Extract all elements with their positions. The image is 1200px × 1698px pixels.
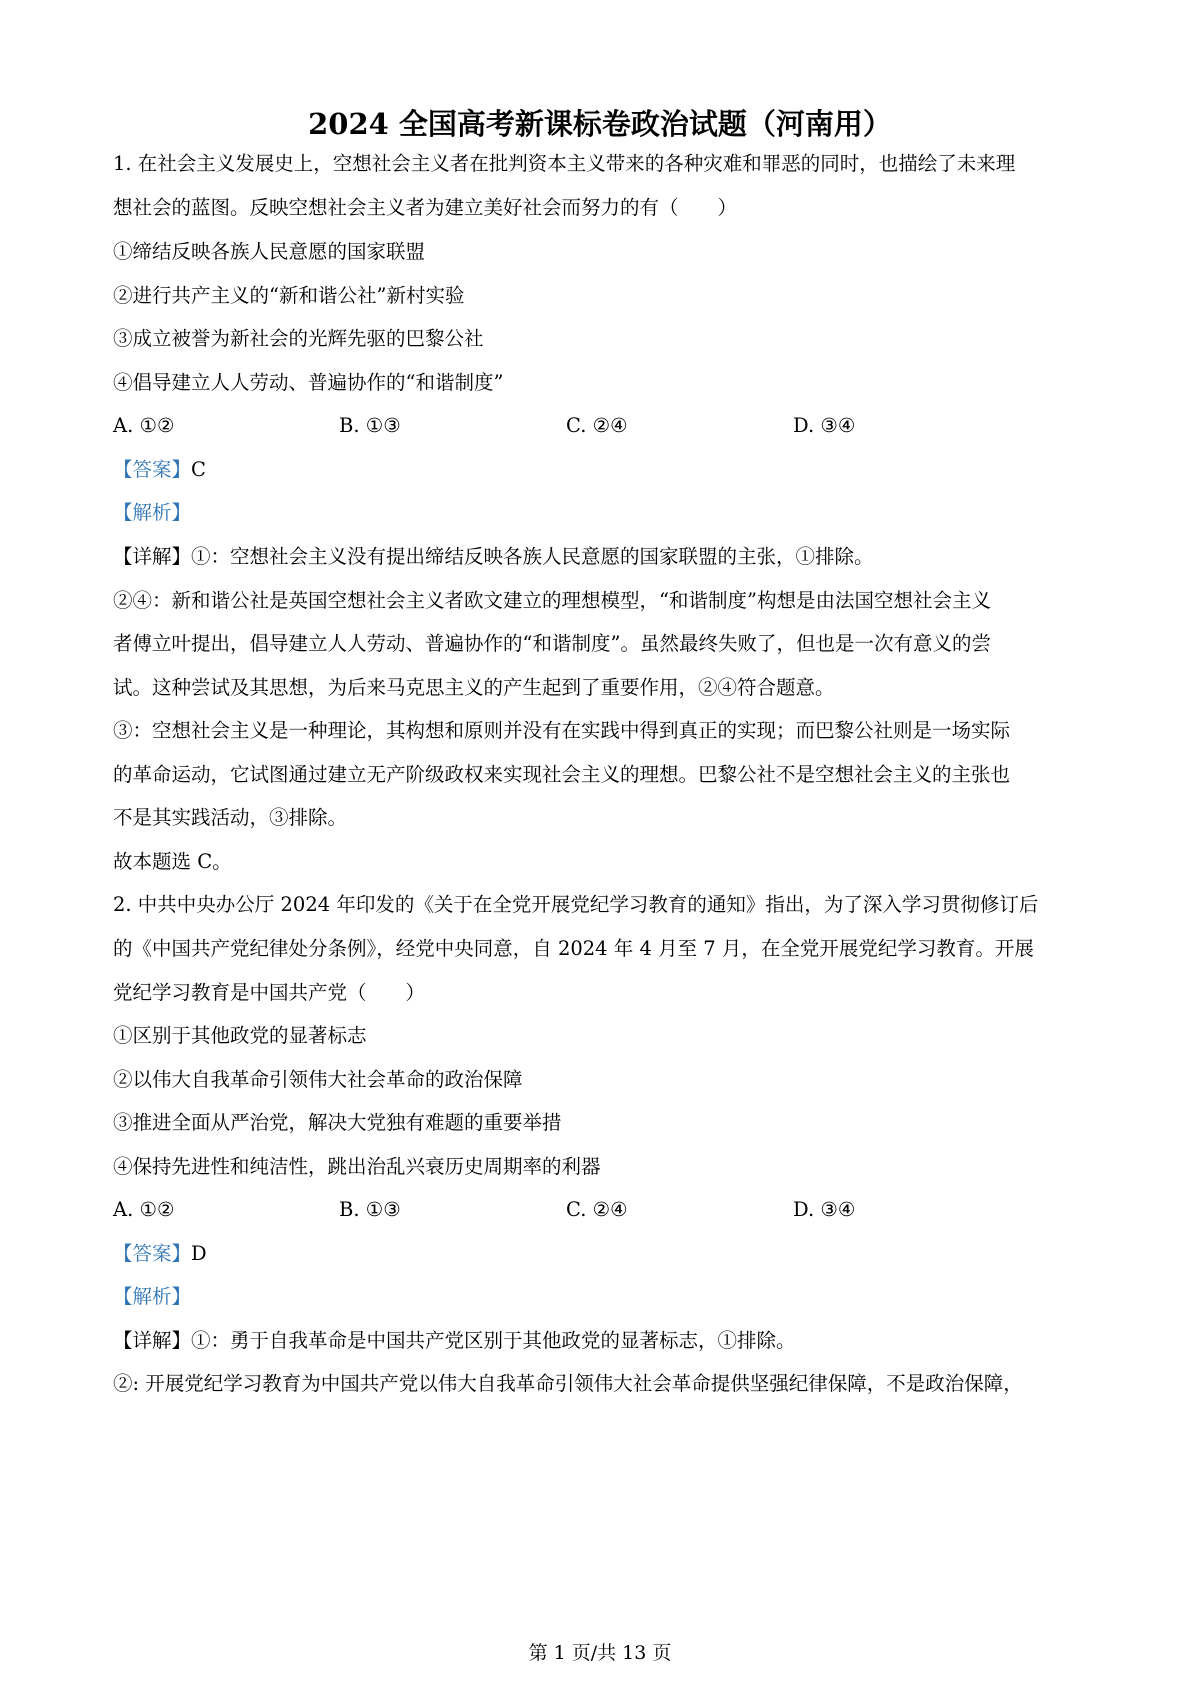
q1-item-4: ④倡导建立人人劳动、普遍协作的“和谐制度” [113,371,504,394]
q2-item-1: ①区别于其他政党的显著标志 [113,1024,367,1047]
q2-detail-line-2: ②: 开展党纪学习教育为中国共产党以伟大自我革命引领伟大社会革命提供坚强纪律保障，不是政治保障， [113,1372,1023,1395]
q2-detail-tag: 【详解】 [113,1329,192,1352]
q1-conclusion: 故本题选 C。 [113,850,232,873]
q1-detail-tag: 【详解】 [113,545,192,568]
q1-detail-line-3: 者傅立叶提出，倡导建立人人劳动、普遍协作的“和谐制度”。虽然最终失败了，但也是一次有意义的尝 [113,632,991,655]
q2-stem-line-2: 的《中国共产党纪律处分条例》，经党中央同意，自 2024 年 4 月至 7 月，在全党开展党纪学习教育。开展 [113,937,1034,960]
q1-stem-line-1: 1. 在社会主义发展史上，空想社会主义者在批判资本主义带来的各种灾难和罪恶的同时，也描绘了未来理 [113,152,1016,175]
q1-answer [113,456,1103,484]
q2-stem-line-1: 2. 中共中央办公厅 2024 年印发的《关于在全党开展党纪学习教育的通知》指出，为了深入学习贯彻修订后 [113,893,1039,916]
q2-item-3: ③推进全面从严治党，解决大党独有难题的重要举措 [113,1111,562,1134]
q1-option-d: D. ③④ [793,414,856,437]
q1-option-b: B. ①③ [339,414,401,437]
q2-answer-value: D [191,1242,207,1265]
q1-detail-line-2: ②④：新和谐公社是英国空想社会主义者欧文建立的理想模型，“和谐制度”构想是由法国空想社会主义 [113,589,991,612]
q1-detail-line-5: ③：空想社会主义是一种理论，其构想和原则并没有在实践中得到真正的实现；而巴黎公社则是一场实际 [113,719,1011,742]
q2-option-a: A. ①② [113,1198,175,1221]
q1-stem-line-2: 想社会的蓝图。反映空想社会主义者为建立美好社会而努力的有（ ） [113,196,738,219]
q1-item-2: ②进行共产主义的“新和谐公社”新村实验 [113,284,465,307]
q1-item-1: ①缔结反映各族人民意愿的国家联盟 [113,240,426,263]
q1-item-3: ③成立被誉为新社会的光辉先驱的巴黎公社 [113,327,484,350]
q2-option-d: D. ③④ [793,1198,856,1221]
q2-detail-text-1: ①：勇于自我革命是中国共产党区别于其他政党的显著标志，①排除。 [191,1329,796,1352]
q1-detail-text-1: ①：空想社会主义没有提出缔结反映各族人民意愿的国家联盟的主张，①排除。 [191,545,874,568]
q2-option-c: C. ②④ [566,1198,628,1221]
page-title: 2024 全国高考新课标卷政治试题（河南用） [308,107,892,141]
page-footer: 第 1 页/共 13 页 [528,1642,672,1664]
q1-detail-line-6: 的革命运动，它试图通过建立无产阶级政权来实现社会主义的理想。巴黎公社不是空想社会主义的主张也 [113,763,1011,786]
q2-option-b: B. ①③ [339,1198,401,1221]
q2-detail-line-1 [113,1327,1103,1355]
q2-item-2: ②以伟大自我革命引领伟大社会革命的政治保障 [113,1068,523,1091]
q1-analysis-tag: 【解析】 [113,501,192,524]
q1-answer-tag: 【答案】 [113,458,192,481]
q2-item-4: ④保持先进性和纯洁性，跳出治乱兴衰历史周期率的利器 [113,1155,601,1178]
q2-answer [113,1240,1103,1268]
q2-analysis-tag: 【解析】 [113,1285,192,1308]
q2-stem-line-3: 党纪学习教育是中国共产党（ ） [113,981,426,1004]
q2-answer-tag: 【答案】 [113,1242,192,1265]
q1-option-c: C. ②④ [566,414,628,437]
q1-detail-line-4: 试。这种尝试及其思想，为后来马克思主义的产生起到了重要作用，②④符合题意。 [113,676,835,699]
q1-option-a: A. ①② [113,414,175,437]
q1-answer-value: C [191,458,206,481]
q1-detail-line-1 [113,543,1103,571]
q1-detail-line-7: 不是其实践活动，③排除。 [113,806,348,829]
